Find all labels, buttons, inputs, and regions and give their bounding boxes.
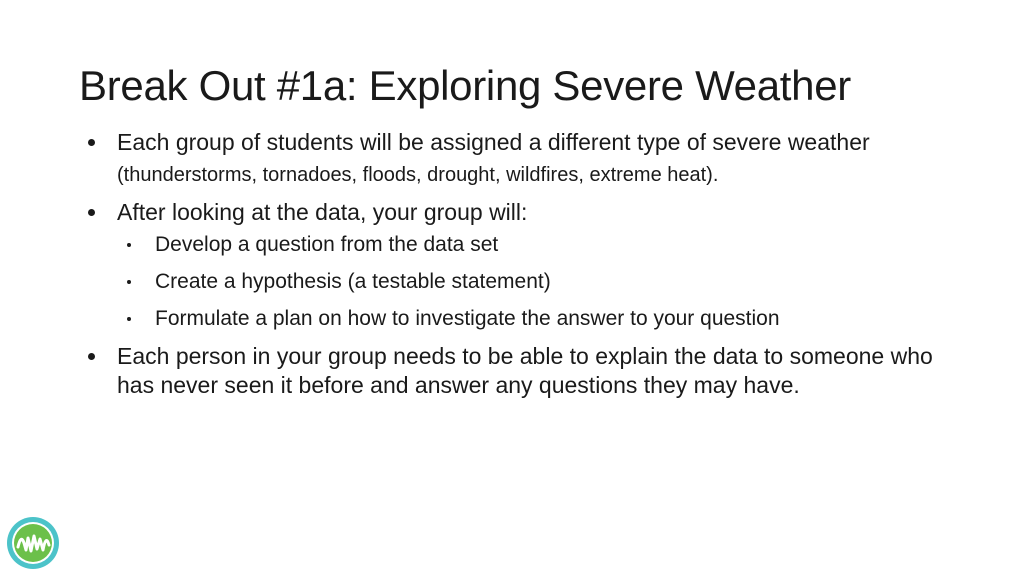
sub-bullet-list <box>117 231 948 332</box>
sub-bullet-text: Develop a question from the data set <box>155 233 499 256</box>
sub-bullet-item <box>117 231 948 258</box>
bullet-dot <box>88 353 95 360</box>
wave-chart-logo-icon <box>6 516 60 570</box>
bullet-list <box>88 128 948 408</box>
bullet-item <box>88 128 948 190</box>
sub-bullet-dot <box>127 317 131 321</box>
sub-bullet-item <box>117 305 948 332</box>
sub-bullet-text: Create a hypothesis (a testable statement) <box>155 270 551 293</box>
sub-bullet-item <box>117 268 948 295</box>
bullet-text-main: Each group of students will be assigned a different type of severe weather <box>117 129 870 155</box>
bullet-text-detail: (thunderstorms, tornadoes, floods, drought, wildfires, extreme heat). <box>117 164 719 186</box>
sub-bullet-dot <box>127 243 131 247</box>
bullet-dot <box>88 209 95 216</box>
sub-bullet-dot <box>127 280 131 284</box>
bullet-item <box>88 198 948 332</box>
slide-title: Break Out #1a: Exploring Severe Weather <box>79 62 851 109</box>
bullet-text: After looking at the data, your group will: <box>117 199 528 225</box>
bullet-dot <box>88 139 95 146</box>
sub-bullet-text: Formulate a plan on how to investigate the answer to your question <box>155 307 780 330</box>
bullet-text: Each person in your group needs to be able to explain the data to someone who has never seen it before and answer any questions they may have. <box>117 343 933 398</box>
bullet-item <box>88 342 948 400</box>
